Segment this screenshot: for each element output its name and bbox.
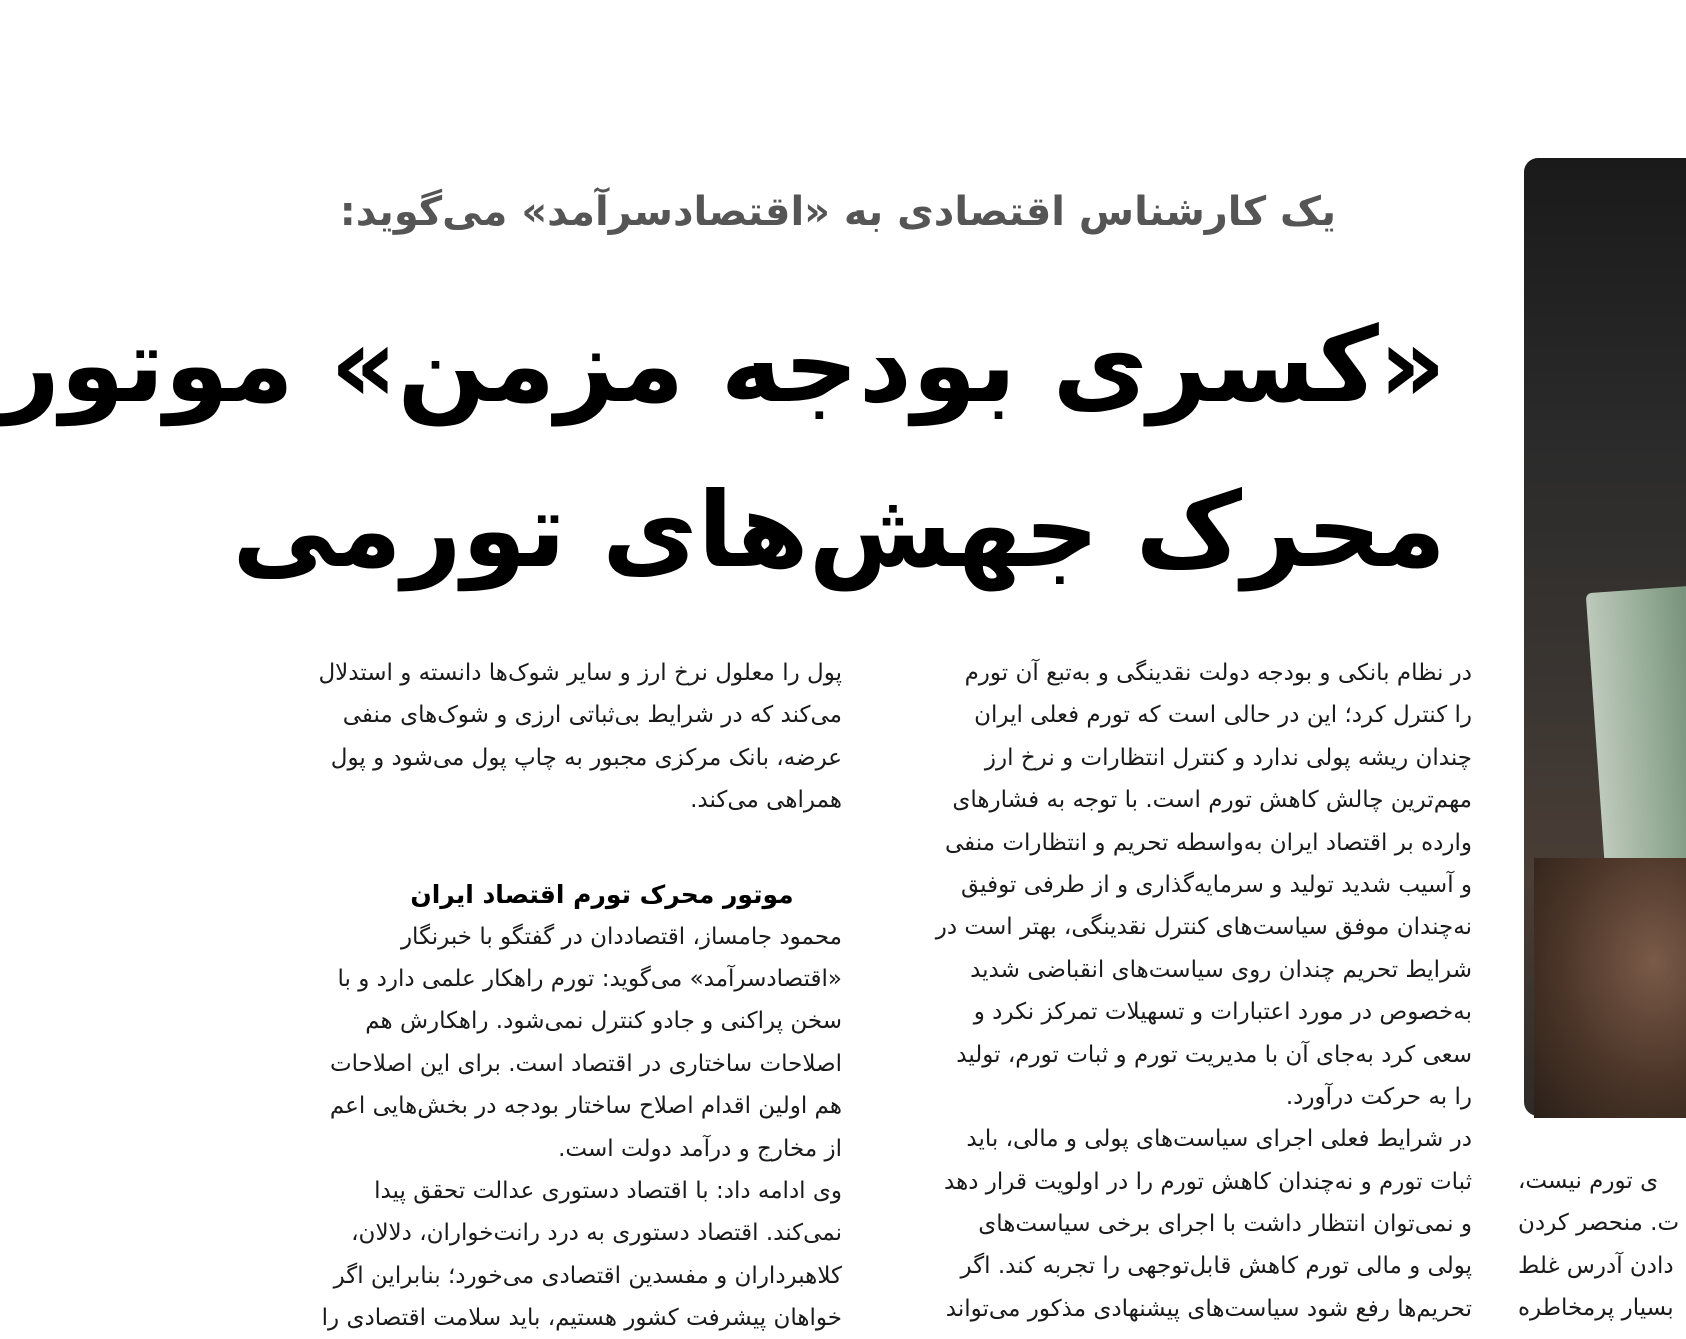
banknote-image — [1586, 583, 1686, 892]
body-line: تحریم‌ها رفع شود سیاست‌های پیشنهادی مذکور می‌تواند — [945, 1295, 1472, 1322]
body-line: «اقتصادسرآمد» می‌گوید: تورم راهکار علمی دارد و با — [337, 965, 842, 992]
body-line: وی ادامه داد: با اقتصاد دستوری عدالت تحقق پیدا — [374, 1177, 842, 1204]
paragraph-gap — [262, 822, 842, 848]
body-line: هم اولین اقدام اصلاح ساختار بودجه در بخش‌هایی اعم — [329, 1093, 842, 1120]
body-line: پولی و مالی تورم کاهش قابل‌توجهی را تجربه کند. اگر — [960, 1253, 1472, 1280]
body-line: سعی کرد به‌جای آن با مدیریت تورم و ثبات تورم، تولید — [956, 1041, 1472, 1068]
article-photo — [1524, 158, 1686, 1116]
kicker: یک کارشناس اقتصادی به «اقتصادسرآمد» می‌گوید: — [339, 189, 1336, 235]
body-line: را به حرکت درآورد. — [1285, 1083, 1472, 1110]
body-line: بسیار پرمخاطره — [1518, 1295, 1674, 1322]
body-line: خواهان پیشرفت کشور هستیم، باید سلامت اقتصادی را — [321, 1305, 842, 1332]
body-line: وارده بر اقتصاد ایران به‌واسطه تحریم و انتظارات منفی — [944, 829, 1472, 856]
hand-image — [1534, 858, 1686, 1118]
body-line: نمی‌کند. اقتصاد دستوری به درد رانت‌خواران، دلالان، — [351, 1220, 842, 1247]
headline-line-1: «کسری بودجه مزمن» موتور — [0, 304, 1446, 426]
body-line: مهم‌ترین چالش کاهش تورم است. با توجه به فشارهای — [952, 787, 1472, 814]
body-line: به‌خصوص در مورد اعتبارات و تسهیلات تمرکز نکرد و — [973, 999, 1472, 1026]
body-line: ثبات تورم و نه‌چندان کاهش تورم را در اولویت قرار دهد — [944, 1168, 1472, 1195]
body-line: نه‌چندان موفق سیاست‌های کنترل نقدینگی، بهتر است در — [935, 914, 1472, 941]
body-line: ی تورم نیست، — [1518, 1168, 1659, 1194]
body-line: چندان ریشه پولی ندارد و کنترل انتظارات و نرخ ارز — [984, 744, 1472, 771]
body-line: دادن آدرس غلط — [1518, 1252, 1674, 1279]
body-line: محمود جامساز، اقتصاددان در گفتگو با خبرنگار — [400, 923, 842, 950]
body-line: می‌کند که در شرایط بی‌ثباتی ارزی و شوک‌های منفی — [342, 702, 842, 729]
body-line: پول را معلول نرخ ارز و سایر شوک‌ها دانسته و استدلال — [318, 660, 842, 686]
body-line: همراهی می‌کند. — [690, 787, 842, 814]
body-line: اصلاحات ساختاری در اقتصاد است. برای این اصلاحات — [330, 1050, 842, 1077]
body-line: شرایط تحریم چندان روی سیاست‌های انقباضی شدید — [970, 956, 1472, 983]
headline-line-2: محرک جهش‌های تورمی — [232, 469, 1446, 591]
body-line: از مخارج و درآمد دولت است. — [558, 1135, 842, 1162]
article-column-left — [262, 652, 842, 1339]
article-column-right — [892, 652, 1472, 1330]
body-line: در شرایط فعلی اجرای سیاست‌های پولی و مالی، باید — [966, 1126, 1472, 1153]
paragraph-gap — [262, 848, 842, 874]
section-subhead: موتور محرک تورم اقتصاد ایران — [410, 879, 794, 909]
body-line: را کنترل کرد؛ این در حالی است که تورم فعلی ایران — [974, 702, 1472, 729]
body-line: و نمی‌توان انتظار داشت با اجرای برخی سیاست‌های — [978, 1211, 1472, 1238]
body-line: عرضه، بانک مرکزی مجبور به چاپ پول می‌شود و پول — [330, 744, 842, 771]
body-line: سخن پراکنی و جادو کنترل نمی‌شود. راهکارش هم — [365, 1008, 842, 1035]
body-line: در نظام بانکی و بودجه دولت نقدینگی و به‌تبع آن تورم — [964, 660, 1472, 686]
cut-off-column — [1518, 1160, 1686, 1330]
body-line: ت. منحصر کردن — [1518, 1210, 1680, 1237]
body-line: و آسیب شدید تولید و سرمایه‌گذاری و از طرفی توفیق — [960, 871, 1472, 898]
body-line: کلاهبرداران و مفسدین اقتصادی می‌خورد؛ بنابراین اگر — [333, 1262, 842, 1289]
